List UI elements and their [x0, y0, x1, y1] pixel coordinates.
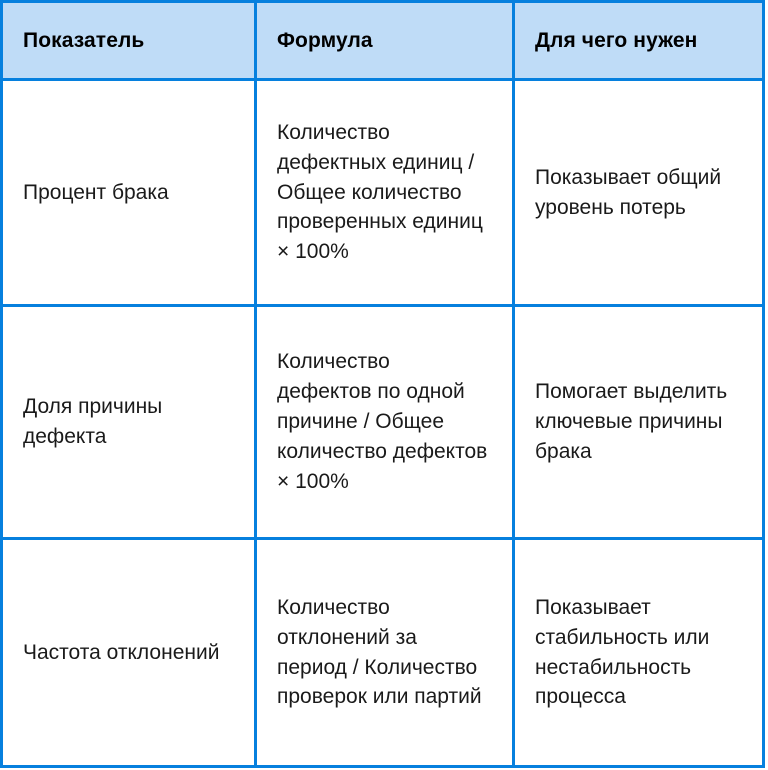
cell-formula: Количество дефектных единиц / Общее количество проверенных единиц × 100% [256, 80, 514, 306]
cell-purpose: Показывает общий уровень потерь [514, 80, 764, 306]
cell-formula: Количество дефектов по одной причине / Общее количество дефектов × 100% [256, 306, 514, 539]
column-header-formula: Формула [256, 2, 514, 80]
cell-purpose: Показывает стабильность или нестабильность процесса [514, 539, 764, 767]
table-row [2, 539, 764, 767]
cell-indicator: Частота отклонений [2, 539, 256, 767]
cell-indicator: Процент брака [2, 80, 256, 306]
column-header-indicator: Показатель [2, 2, 256, 80]
cell-purpose: Помогает выделить ключевые причины брака [514, 306, 764, 539]
table-row [2, 306, 764, 539]
table-row [2, 80, 764, 306]
cell-formula: Количество отклонений за период / Количество проверок или партий [256, 539, 514, 767]
cell-indicator: Доля причины дефекта [2, 306, 256, 539]
table-header [2, 2, 764, 80]
header-row [2, 2, 764, 80]
table-body [2, 80, 764, 767]
column-header-purpose: Для чего нужен [514, 2, 764, 80]
